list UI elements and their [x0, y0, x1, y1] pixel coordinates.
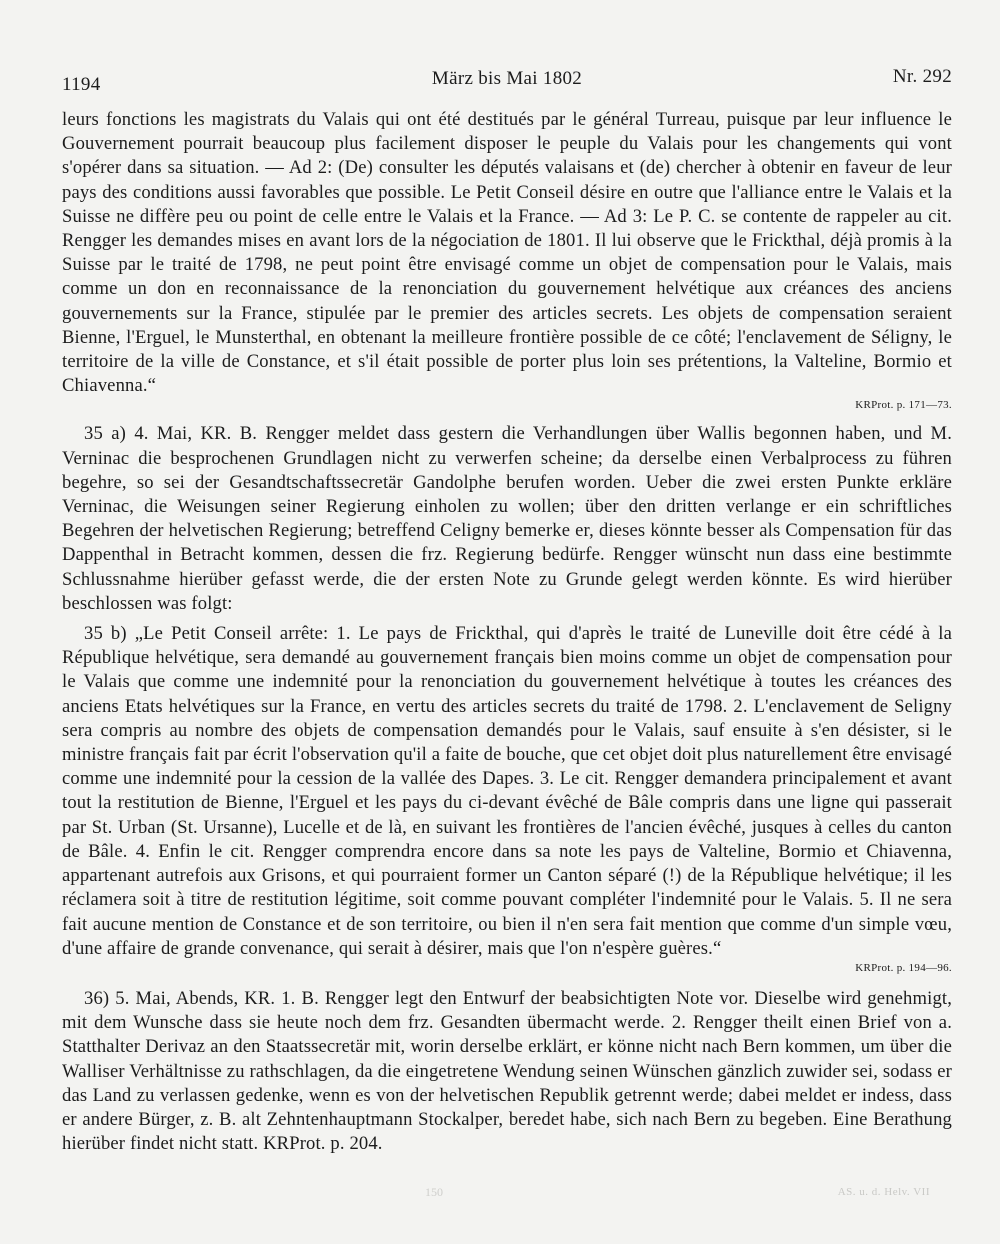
paragraph-ad-points: leurs fonctions les magistrats du Valais qui ont été destitués par le général Turreau, puisque par leur influence le Gouvernement pourrait beaucoup plus facilement disposer le peuple du Valais pour les changements qui vont s'opérer dans sa situation. — Ad 2: (De) consulter les députés valaisans et (de) chercher à obtenir en faveur de leur pays des conditions aussi favorables que possible. Le Petit Conseil désire en outre que l'alliance entre le Valais et la Suisse ne diffère peu ou point de celle entre le Valais et la France. — Ad 3: Le P. C. se contente de rappeler au cit. Rengger les demandes mises en avant lors de la négociation de 1801. Il lui observe que le Frickthal, déjà promis à la Suisse par le traité de 1798, ne peut point être envisagé comme un objet de compensation pour le Valais, mais comme un don en reconnaissance de la renonciation du gouvernement helvétique aux créances des anciens gouvernements sur la France, stipulée par le premier des articles secrets. Les objets de compensation seraient Bienne, l'Erguel, le Munsterthal, en obtenant la meilleure frontière possible de ce côté; l'enclavement de Séligny, le territoire de la ville de Constance, et s'il était possible de porter plus loin ses prétentions, la Valteline, Bormio et Chiavenna.“: [62, 109, 952, 397]
paragraph-36: 36) 5. Mai, Abends, KR. 1. B. Rengger legt den Entwurf der beabsichtigten Note vor. Dieselbe wird genehmigt, mit dem Wunsche dass sie heute noch dem frz. Gesandten übermacht werde. 2. Rengger theilt einen Brief von a. Statthalter Derivaz an den Staatssecretär mit, worin derselbe erklärt, er könne nicht nach Bern kommen, um über die Walliser Verhältnisse zu rathschlagen, da die eingetretene Wendung seinen Wünschen gänzlich zuwider sei, sodass er das Land zu verlassen gedenke, wenn es von der helvetischen Republik getrennt werde; dabei meldet er indess, dass er andere Bürger, z. B. alt Zehntenhauptmann Stockalper, beredet habe, sich nach Bern zu begeben. Eine Berathung hierüber findet nicht statt. KRProt. p. 204.: [62, 987, 952, 1155]
paragraph-35b: 35 b) „Le Petit Conseil arrête: 1. Le pays de Frickthal, qui d'après le traité de Luneville doit être cédé à la République helvétique, sera demandé au gouvernement français bien moins comme un objet de compensation pour le Valais que comme une indemnité pour la renonciation du gouvernement helvétique à toutes les créances des anciens Etats helvétiques sur la France, en vertu des articles secrets du traité de 1798. 2. L'enclavement de Seligny sera compris au nombre des objets de compensation demandés pour le Valais, sauf ensuite à s'en désister, si le ministre français fait par écrit l'observation qu'il a faite de bouche, que cet objet doit plus naturellement être envisagé comme une indemnité pour la cession de la vallée des Dapes. 3. Le cit. Rengger demandera principalement et avant tout la restitution de Bienne, l'Erguel et les pays du ci-devant évêché de Bâle compris dans une ligne qui passerait par St. Urban (St. Ursanne), Lucelle et de là, en suivant les frontières de l'ancien évêché, jusques à celles du canton de Bâle. 4. Enfin le cit. Rengger comprendra encore dans sa note les pays de Valteline, Bormio et Chiavenna, appartenant autrefois aux Grisons, et qui pourraient former un Canton séparé (!) de la République helvétique; il les réclamera soit à titre de restitution légitime, soit comme pouvant compléter l'indemnité pour le Valais. 5. Il ne sera fait aucune mention de Constance et de son territoire, ou bien il n'en sera fait mention que comme d'un simple vœu, d'une affaire de grande convenance, qui serait à désirer, mais que l'on n'espère guères.“: [62, 623, 952, 959]
source-reference: KRProt. p. 194—96.: [855, 961, 952, 974]
page-number: 1194: [62, 74, 101, 95]
document-number: Nr. 292: [892, 66, 952, 87]
paragraph-35a: 35 a) 4. Mai, KR. B. Rengger meldet dass gestern die Verhandlungen über Wallis begonnen haben, und M. Verninac die besprochenen Grundlagen nicht zu verwerfen scheine; da derselbe einen Verbalprocess zu führen begehre, so sei der Gesandtschaftssecretär Gandolphe berufen worden. Ueber die zwei ersten Punkte erkläre Verninac, die Weisungen seiner Regierung einholen zu wollen; über den dritten verlange er ein schriftliches Begehren der helvetischen Regierung; betreffend Celigny bemerke er, dieses könnte besser als Compensation für das Dappenthal in Betracht kommen, dessen die frz. Regierung bedürfe. Rengger wünscht nun dass eine bestimmte Schlussnahme hierüber gefasst werde, die der ersten Note zu Grunde gelegt werden könnte. Es wird hierüber beschlossen was folgt:: [62, 423, 952, 614]
page: [62, 62, 952, 1182]
bleed-through-text: AS. u. d. Helv. VII: [837, 1186, 930, 1198]
running-title: März bis Mai 1802: [431, 68, 583, 89]
source-reference: KRProt. p. 171—73.: [855, 399, 952, 412]
signature-mark: 150: [425, 1185, 443, 1199]
running-head: [62, 62, 952, 102]
